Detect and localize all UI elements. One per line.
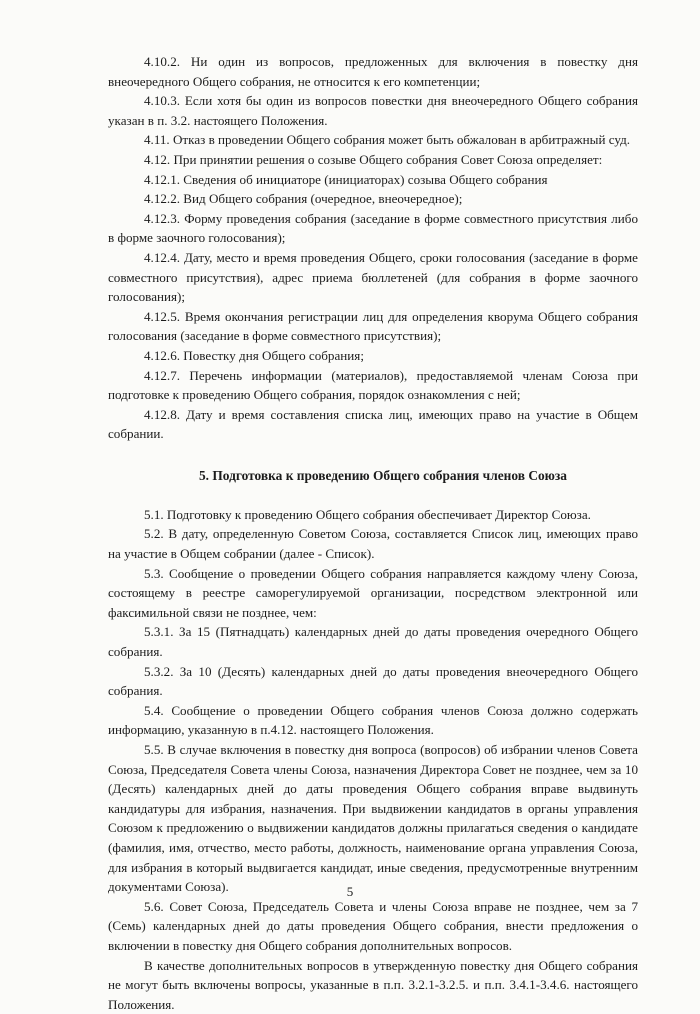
- clause-4-12-1: 4.12.1. Сведения об инициаторе (инициаторах) созыва Общего собрания: [144, 171, 548, 187]
- section-5-heading: 5. Подготовка к проведению Общего собрания членов Союза: [198, 467, 567, 483]
- section-4-body: [108, 52, 638, 444]
- clause-4-12-3: 4.12.3. Форму проведения собрания (заседание в форме совместного присутствия либо в форме заочного голосования);: [108, 210, 638, 246]
- clause-4-10-2: 4.10.2. Ни один из вопросов, предложенных для включения в повестку дня внеочередного Общего собрания, не относится к его компетенции;: [108, 54, 638, 89]
- clause-4-11: 4.11. Отказ в проведении Общего собрания может быть обжалован в арбитражный суд.: [144, 132, 631, 148]
- clause-5-6: 5.6. Совет Союза, Председатель Совета и члены Союза вправе не позднее, чем за 7 (Семь) календарных дней до даты проведения Общего собрания, внести предложения о включении в повестку дня Общего собрания дополнительных вопросов.: [108, 898, 638, 953]
- clause-5-4: 5.4. Сообщение о проведении Общего собрания членов Союза должно содержать информацию, указанную в п.4.12. настоящего Положения.: [108, 702, 638, 738]
- clause-5-3-2: 5.3.2. За 10 (Десять) календарных дней до даты проведения внеочередного Общего собрания.: [108, 663, 638, 699]
- clause-4-12-5: 4.12.5. Время окончания регистрации лиц для определения кворума Общего собрания голосования (заседание в форме совместного присутствия);: [108, 308, 638, 344]
- page-number: 5: [346, 884, 354, 899]
- clause-4-12-7: 4.12.7. Перечень информации (материалов), предоставляемой членам Союза при подготовке к проведению Общего собрания, порядок ознакомления с ней;: [108, 367, 638, 403]
- clause-5-5: 5.5. В случае включения в повестку дня вопроса (вопросов) об избрании членов Совета Союза, Председателя Совета члены Союза, назначения Директора Совет не позднее, чем за 10 (Десять) календарных дней до даты проведения Общего собрания вправе выдвинуть кандидатуры для избрания, назначения. При выдвижении кандидатов в органы управления Союзом к предложению о выдвижении кандидатов должны прилагаться сведения о кандидате (фамилия, имя, отчество, место работы, должность, наименование органа управления Союза, для избрания в который выдвигается кандидат, иные сведения, предусмотренные внутренним документами Союза).: [108, 742, 638, 895]
- clause-4-10-3: 4.10.3. Если хотя бы один из вопросов повестки дня внеочередного Общего собрания указан в п. 3.2. настоящего Положения.: [108, 93, 638, 128]
- clause-5-1: 5.1. Подготовку к проведению Общего собрания обеспечивает Директор Союза.: [144, 506, 591, 522]
- clause-4-12-2: 4.12.2. Вид Общего собрания (очередное, внеочередное);: [144, 191, 463, 207]
- clause-5-3: 5.3. Сообщение о проведении Общего собрания направляется каждому члену Союза, состоящему в реестре саморегулируемой организации, посредством электронной или факсимильной связи не позднее, чем:: [108, 565, 638, 620]
- clause-5-6-additional: В качестве дополнительных вопросов в утвержденную повестку дня Общего собрания не могут быть включены вопросы, указанные в п.п. 3.2.1-3.2.5. и п.п. 3.4.1-3.4.6. настоящего Положения.: [108, 957, 638, 1012]
- clause-5-2: 5.2. В дату, определенную Советом Союза, составляется Список лиц, имеющих право на участие в Общем собрании (далее - Список).: [108, 526, 638, 562]
- clause-4-12-8: 4.12.8. Дату и время составления списка лиц, имеющих право на участие в Общем собрании.: [108, 406, 638, 442]
- clause-5-3-1: 5.3.1. За 15 (Пятнадцать) календарных дней до даты проведения очередного Общего собрания.: [108, 624, 638, 660]
- clause-4-12-6: 4.12.6. Повестку дня Общего собрания;: [144, 347, 364, 363]
- section-5-body: [108, 505, 638, 1014]
- clause-4-12-4: 4.12.4. Дату, место и время проведения Общего, сроки голосования (заседание в форме совместного присутствия), адрес приема бюллетеней (для собрания в форме заочного голосования);: [108, 249, 638, 305]
- clause-4-12: 4.12. При принятии решения о созыве Общего собрания Совет Союза определяет:: [144, 151, 603, 167]
